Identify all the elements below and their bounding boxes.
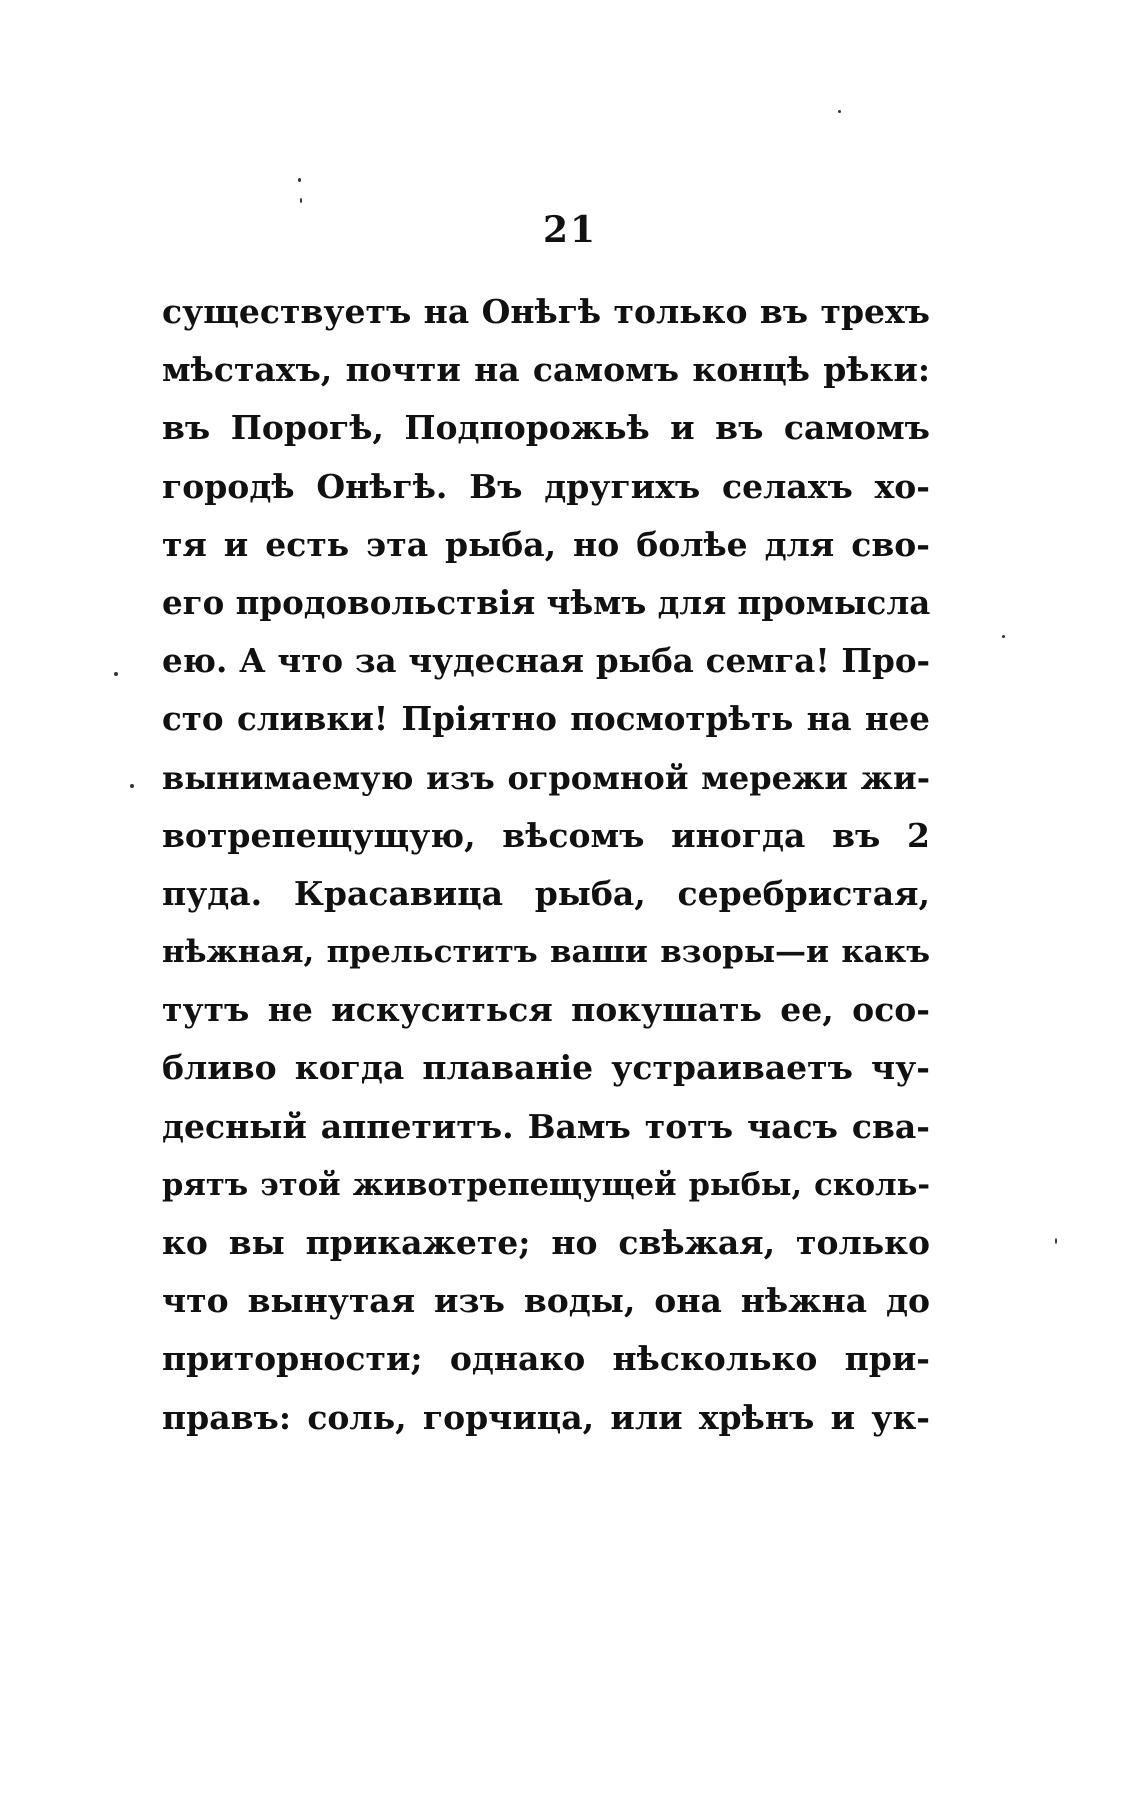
text-line: приторности; однако нѣсколько при- bbox=[162, 1339, 930, 1379]
text-line: тутъ не искуситься покушать ее, осо- bbox=[162, 990, 930, 1030]
text-line: городѣ Онѣгѣ. Въ другихъ селахъ хо- bbox=[162, 466, 930, 506]
text-line: нѣжная, прельститъ ваши взоры—и какъ bbox=[162, 934, 930, 971]
text-line: его продовольствія чѣмъ для промысла bbox=[162, 582, 930, 622]
text-line: сто сливки! Пріятно посмотрѣть на нее bbox=[162, 699, 930, 739]
text-line: вотрепещущую, вѣсомъ иногда въ 2 bbox=[162, 815, 930, 855]
scan-speck bbox=[1055, 1238, 1057, 1244]
text-line: пуда. Красавица рыба, серебристая, bbox=[162, 873, 930, 913]
scan-speck bbox=[838, 110, 841, 113]
scan-speck bbox=[300, 198, 302, 203]
page-number: 21 bbox=[542, 209, 598, 251]
text-line: рятъ этой животрепещущей рыбы, сколь- bbox=[162, 1166, 930, 1203]
text-line: вынимаемую изъ огромной мережи жи- bbox=[162, 758, 930, 797]
text-line: бливо когда плаваніе устраиваетъ чу- bbox=[162, 1048, 930, 1088]
text-line: ею. А что за чудесная рыба семга! Про- bbox=[162, 641, 930, 681]
text-line: десный аппетитъ. Вамъ тотъ часъ сва- bbox=[162, 1106, 930, 1146]
text-line: существуетъ на Онѣгѣ только въ трехъ bbox=[162, 292, 930, 331]
text-line: тя и есть эта рыба, но болѣе для сво- bbox=[162, 524, 930, 564]
scan-speck bbox=[130, 784, 134, 788]
scan-speck bbox=[298, 178, 301, 182]
text-line: мѣстахъ, почти на самомъ концѣ рѣки: bbox=[162, 350, 930, 390]
scan-speck bbox=[1002, 635, 1005, 638]
text-line: что вынутая изъ воды, она нѣжна до bbox=[162, 1281, 930, 1321]
scan-speck bbox=[114, 672, 118, 676]
text-line: въ Порогѣ, Подпорожьѣ и въ самомъ bbox=[162, 408, 930, 448]
body-text bbox=[162, 283, 930, 1447]
text-line: ко вы прикажете; но свѣжая, только bbox=[162, 1223, 930, 1262]
text-line: правъ: соль, горчица, или хрѣнъ и ук- bbox=[162, 1397, 930, 1437]
